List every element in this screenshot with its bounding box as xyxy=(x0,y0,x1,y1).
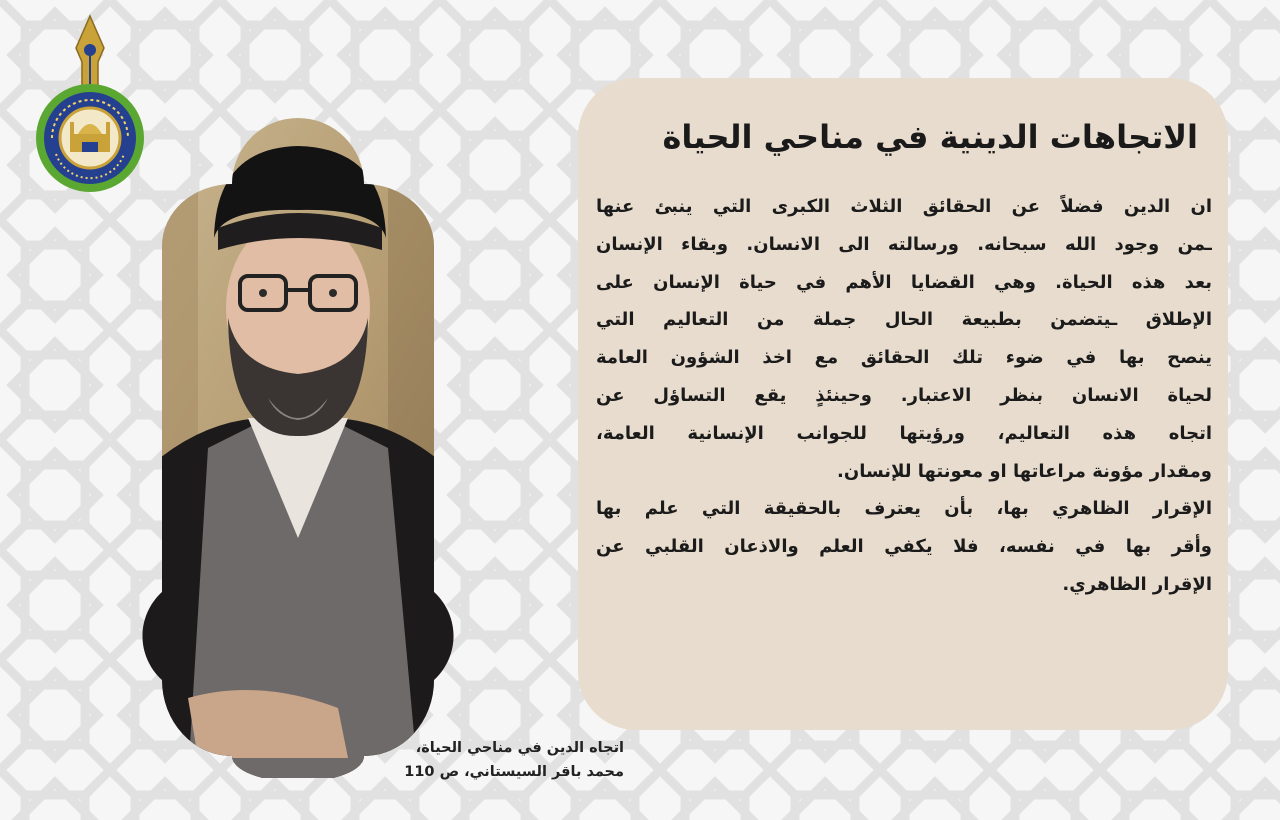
body-line: ـمن وجود الله سبحانه. ورسالته الى الانسان. وبقاء الإنسان xyxy=(596,233,1212,255)
body-line: الإقرار الظاهري بها، بأن يعترف بالحقيقة التي علم بها xyxy=(596,498,1212,520)
citation-author: محمد باقر السيستاني، ص 110 xyxy=(404,764,624,780)
body-line: الإطلاق ـيتضمن بطبيعة الحال جملة من التعاليم التي xyxy=(596,309,1212,331)
body-line: ينصح بها في ضوء تلك الحقائق مع اخذ الشؤون العامة xyxy=(596,347,1212,369)
portrait-photo xyxy=(118,118,478,778)
quote-body xyxy=(596,188,1212,604)
body-line: ان الدين فضلاً عن الحقائق الثلاث الكبرى التي ينبئ عنها xyxy=(596,196,1212,217)
body-line: بعد هذه الحياة. وهي القضايا الأهم في حياة الإنسان على xyxy=(596,271,1212,293)
body-line: الإقرار الظاهري. xyxy=(1062,573,1212,595)
body-line: ومقدار مؤونة مراعاتها او معونتها للإنسان. xyxy=(837,460,1212,482)
citation xyxy=(372,736,624,784)
body-line: لحياة الانسان بنظر الاعتبار. وحينئذٍ يقع التساؤل عن xyxy=(596,384,1212,406)
citation-source: اتجاه الدين في مناحي الحياة، xyxy=(415,740,624,756)
page-title: الاتجاهات الدينية في مناحي الحياة xyxy=(662,118,1198,156)
body-line: وأقر بها في نفسه، فلا يكفي العلم والاذعان القلبي عن xyxy=(596,536,1212,558)
body-line: اتجاه هذه التعاليم، ورؤيتها للجوانب الإنسانية العامة، xyxy=(596,422,1212,444)
